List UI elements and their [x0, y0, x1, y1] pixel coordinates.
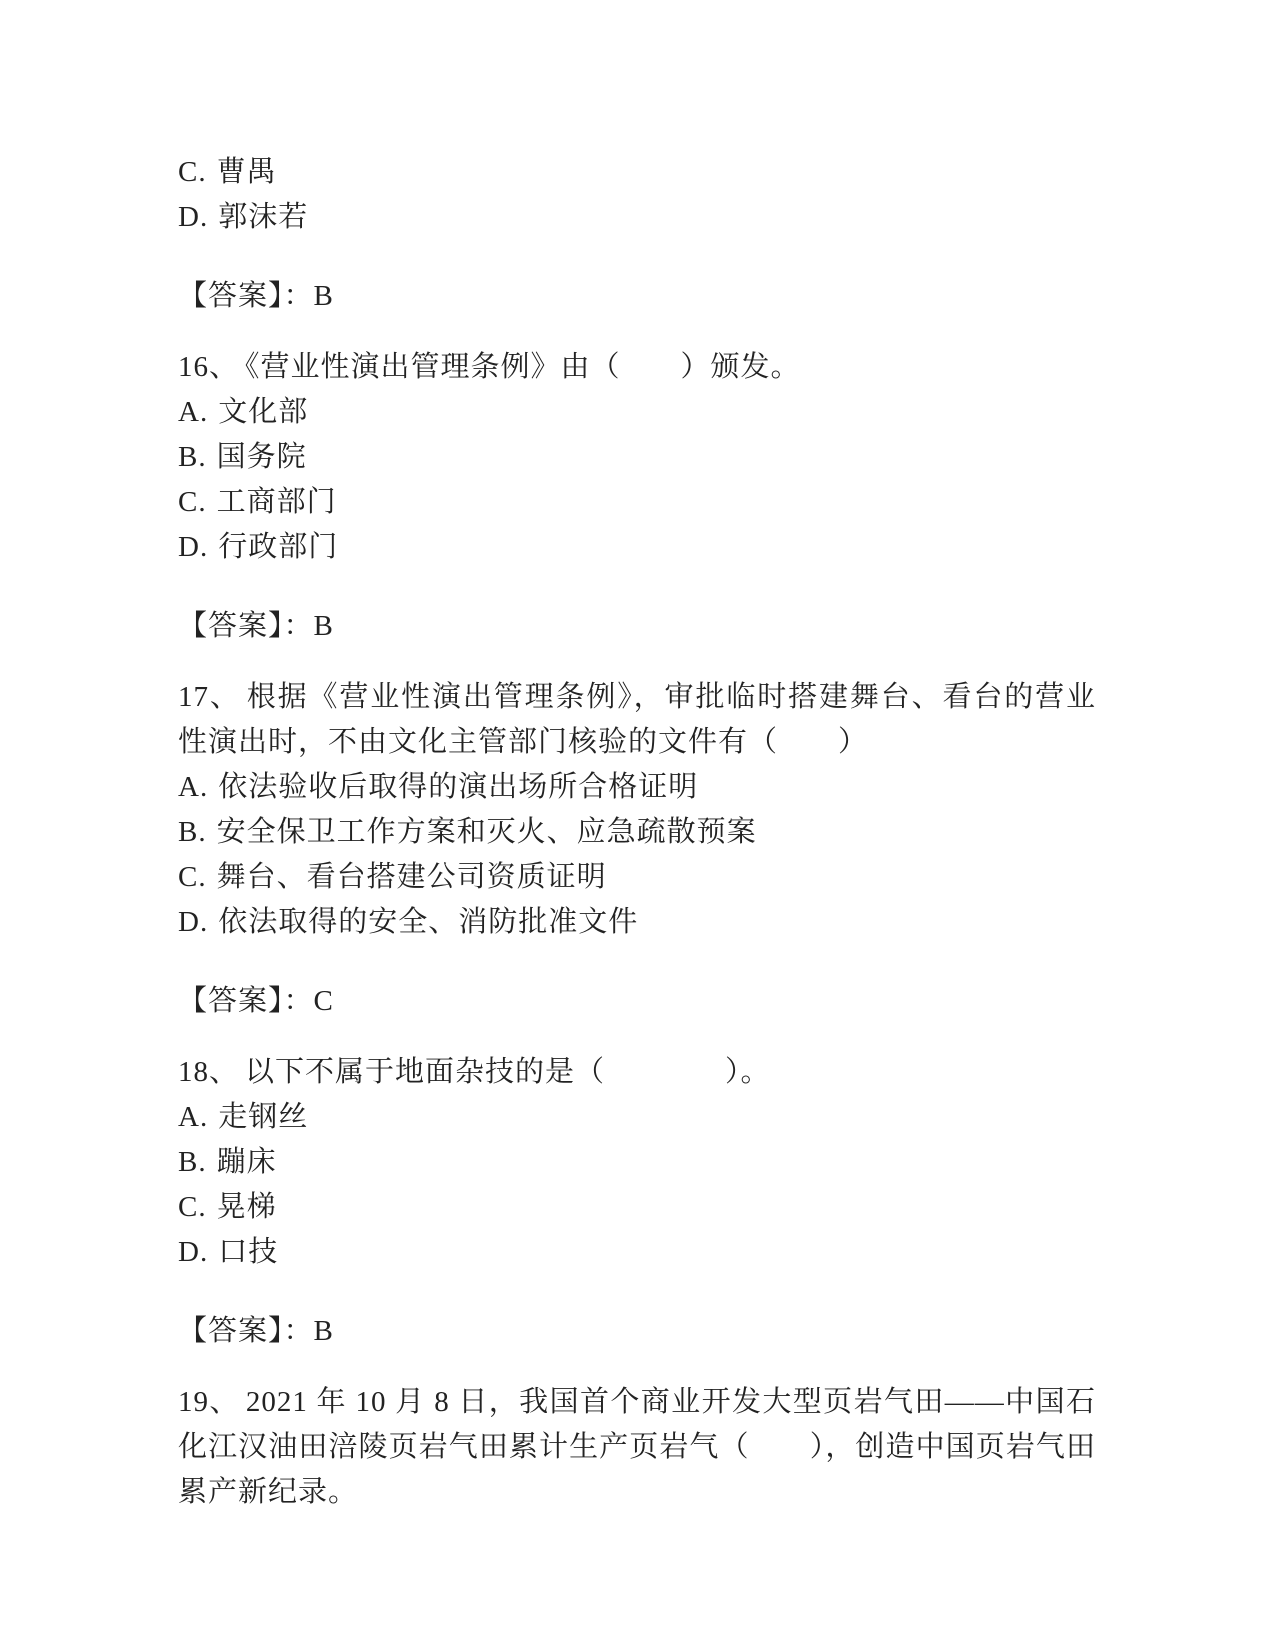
answer-prefix: 【答案】：: [178, 985, 314, 1017]
answer-prefix: 【答案】：: [178, 280, 314, 312]
question-number: 16、: [178, 351, 240, 383]
question-16-answer: [178, 604, 1096, 649]
question-text: 2021 年 10 月 8 日，我国首个商业开发大型页岩气田——中国石化江汉油田涪陵页岩气田累计生产页岩气（ ），创造中国页岩气田累产新纪录。: [178, 1386, 1096, 1508]
option-label: C.: [178, 156, 207, 188]
exam-content: [178, 150, 1096, 1515]
answer-value: B: [313, 1315, 334, 1347]
question-text: 以下不属于地面杂技的是（ ）。: [245, 1056, 771, 1088]
option-label: A.: [178, 396, 209, 428]
question-17-stem: [178, 675, 1096, 765]
question-17: [178, 675, 1096, 1024]
question-18-stem: [178, 1050, 1096, 1095]
question-18-option-c: [178, 1185, 1096, 1230]
question-18-option-d: [178, 1230, 1096, 1275]
question-number: 18、: [178, 1056, 240, 1088]
option-text: 郭沫若: [218, 201, 309, 233]
question-18-option-a: [178, 1095, 1096, 1140]
option-text: 曹禺: [216, 156, 277, 188]
option-text: 依法验收后取得的演出场所合格证明: [218, 771, 699, 803]
question-18-answer: [178, 1309, 1096, 1354]
question-15-answer: [178, 274, 1096, 319]
option-label: C.: [178, 486, 207, 518]
option-label: D.: [178, 906, 209, 938]
question-19: [178, 1380, 1096, 1515]
question-15-tail: [178, 150, 1096, 319]
answer-prefix: 【答案】：: [178, 1315, 314, 1347]
option-text: 安全保卫工作方案和灭火、应急疏散预案: [216, 816, 757, 848]
option-text: 文化部: [218, 396, 309, 428]
question-17-option-d: [178, 900, 1096, 945]
option-text: 晃梯: [216, 1191, 277, 1223]
question-16-option-b: [178, 435, 1096, 480]
option-text: 蹦床: [216, 1146, 277, 1178]
option-label: A.: [178, 771, 209, 803]
answer-prefix: 【答案】：: [178, 610, 314, 642]
option-text: 行政部门: [218, 531, 339, 563]
option-label: C.: [178, 861, 207, 893]
option-text: 口技: [218, 1236, 279, 1268]
question-16-option-c: [178, 480, 1096, 525]
question-17-answer: [178, 979, 1096, 1024]
question-16-option-a: [178, 390, 1096, 435]
question-17-option-a: [178, 765, 1096, 810]
option-label: C.: [178, 1191, 207, 1223]
answer-value: C: [313, 985, 334, 1017]
option-label: D.: [178, 1236, 209, 1268]
option-label: B.: [178, 1146, 207, 1178]
question-text: 根据《营业性演出管理条例》，审批临时搭建舞台、看台的营业性演出时，不由文化主管部门核验的文件有（ ）: [178, 681, 1096, 758]
question-number: 17、: [178, 681, 241, 713]
option-text: 走钢丝: [218, 1101, 309, 1133]
option-text: 依法取得的安全、消防批准文件: [218, 906, 639, 938]
option-label: B.: [178, 816, 207, 848]
question-16: [178, 345, 1096, 649]
question-16-option-d: [178, 525, 1096, 570]
option-text: 工商部门: [216, 486, 337, 518]
question-17-option-c: [178, 855, 1096, 900]
question-18: [178, 1050, 1096, 1354]
question-text: 《营业性演出管理条例》由（ ）颁发。: [245, 351, 801, 383]
option-text: 国务院: [216, 441, 307, 473]
question-17-option-b: [178, 810, 1096, 855]
question-number: 19、: [178, 1386, 240, 1418]
option-label: A.: [178, 1101, 209, 1133]
question-15-option-c: [178, 150, 1096, 195]
question-19-stem: [178, 1380, 1096, 1515]
option-label: D.: [178, 531, 209, 563]
question-18-option-b: [178, 1140, 1096, 1185]
option-text: 舞台、看台搭建公司资质证明: [216, 861, 607, 893]
answer-value: B: [313, 280, 334, 312]
option-label: B.: [178, 441, 207, 473]
question-16-stem: [178, 345, 1096, 390]
option-label: D.: [178, 201, 209, 233]
question-15-option-d: [178, 195, 1096, 240]
answer-value: B: [313, 610, 334, 642]
